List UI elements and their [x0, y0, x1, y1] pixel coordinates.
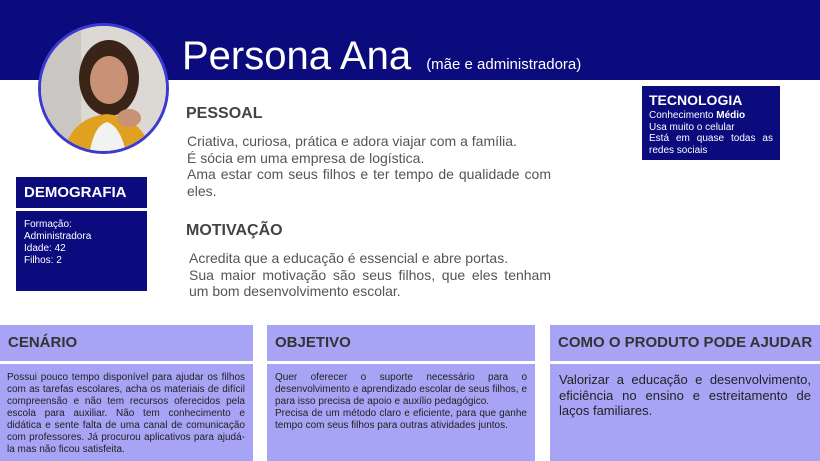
objetivo-heading: OBJETIVO: [267, 325, 535, 361]
tecnologia-line: Usa muito o celular: [649, 121, 735, 133]
persona-name: Persona Ana: [182, 34, 412, 78]
produto-text: Valorizar a educação e desenvolvimento, eficiência no ensino e estreitamento de laços familiares.: [550, 364, 820, 461]
tecnologia-text: [649, 110, 773, 156]
pessoal-text: [187, 133, 551, 199]
motivacao-heading: MOTIVAÇÃO: [186, 222, 283, 239]
produto-heading: COMO O PRODUTO PODE AJUDAR: [550, 325, 820, 361]
demografia-heading: DEMOGRAFIA: [16, 177, 147, 208]
persona-title: [182, 34, 581, 79]
objetivo-paragraph: Precisa de um método claro e eficiente, para que ganhe tempo com seus filhos para outras atividades juntos.: [275, 408, 527, 431]
tecnologia-heading: TECNOLOGIA: [649, 92, 743, 108]
tecnologia-level: [649, 110, 773, 122]
objetivo-paragraph: Quer oferecer o suporte necessário para o desenvolvimento e aprendizado escolar de seus filhos, e para isso precisa de apoio e auxílio pedagógico.: [275, 372, 527, 407]
pessoal-line: Criativa, curiosa, prática e adora viajar com a família.: [187, 133, 517, 149]
pessoal-line: É sócia em uma empresa de logística.: [187, 149, 425, 166]
tecnologia-box: [642, 86, 780, 160]
persona-subtitle: (mãe e administradora): [426, 56, 582, 73]
pessoal-heading: PESSOAL: [186, 105, 263, 122]
objetivo-text: [267, 364, 535, 461]
demografia-line: Formação:: [24, 219, 72, 230]
motivacao-line: Acredita que a educação é essencial e abre portas.: [189, 250, 509, 266]
demografia-line: Administradora: [24, 231, 92, 242]
motivacao-text: [189, 250, 551, 300]
tecnologia-level-prefix: Conhecimento: [649, 110, 717, 121]
cenario-heading: CENÁRIO: [0, 325, 253, 361]
demografia-line: Filhos: 2: [24, 255, 62, 266]
tecnologia-level-value: Médio: [716, 110, 746, 121]
persona-photo-icon: [38, 23, 169, 154]
persona-photo-illustration: [41, 26, 169, 154]
tecnologia-line: Está em quase todas as redes sociais: [649, 133, 773, 156]
demografia-box: [16, 211, 147, 291]
cenario-text: Possui pouco tempo disponível para ajudar os filhos com as tarefas escolares, acha os materiais de difícil compreensão e não tem recursos oferecidos pela escola para auxiliar. Não tem conhecimento e didática e sente falta de uma canal de comunicação com professores. Já procurou aplicativos para ajudá-la mas não ficou satisfeita.: [0, 364, 253, 461]
pessoal-line: Ama estar com seus filhos e ter tempo de qualidade com eles.: [187, 166, 551, 199]
motivacao-line: Sua maior motivação são seus filhos, que eles tenham um bom desenvolvimento escolar.: [189, 266, 551, 299]
demografia-line: Idade: 42: [24, 243, 66, 254]
